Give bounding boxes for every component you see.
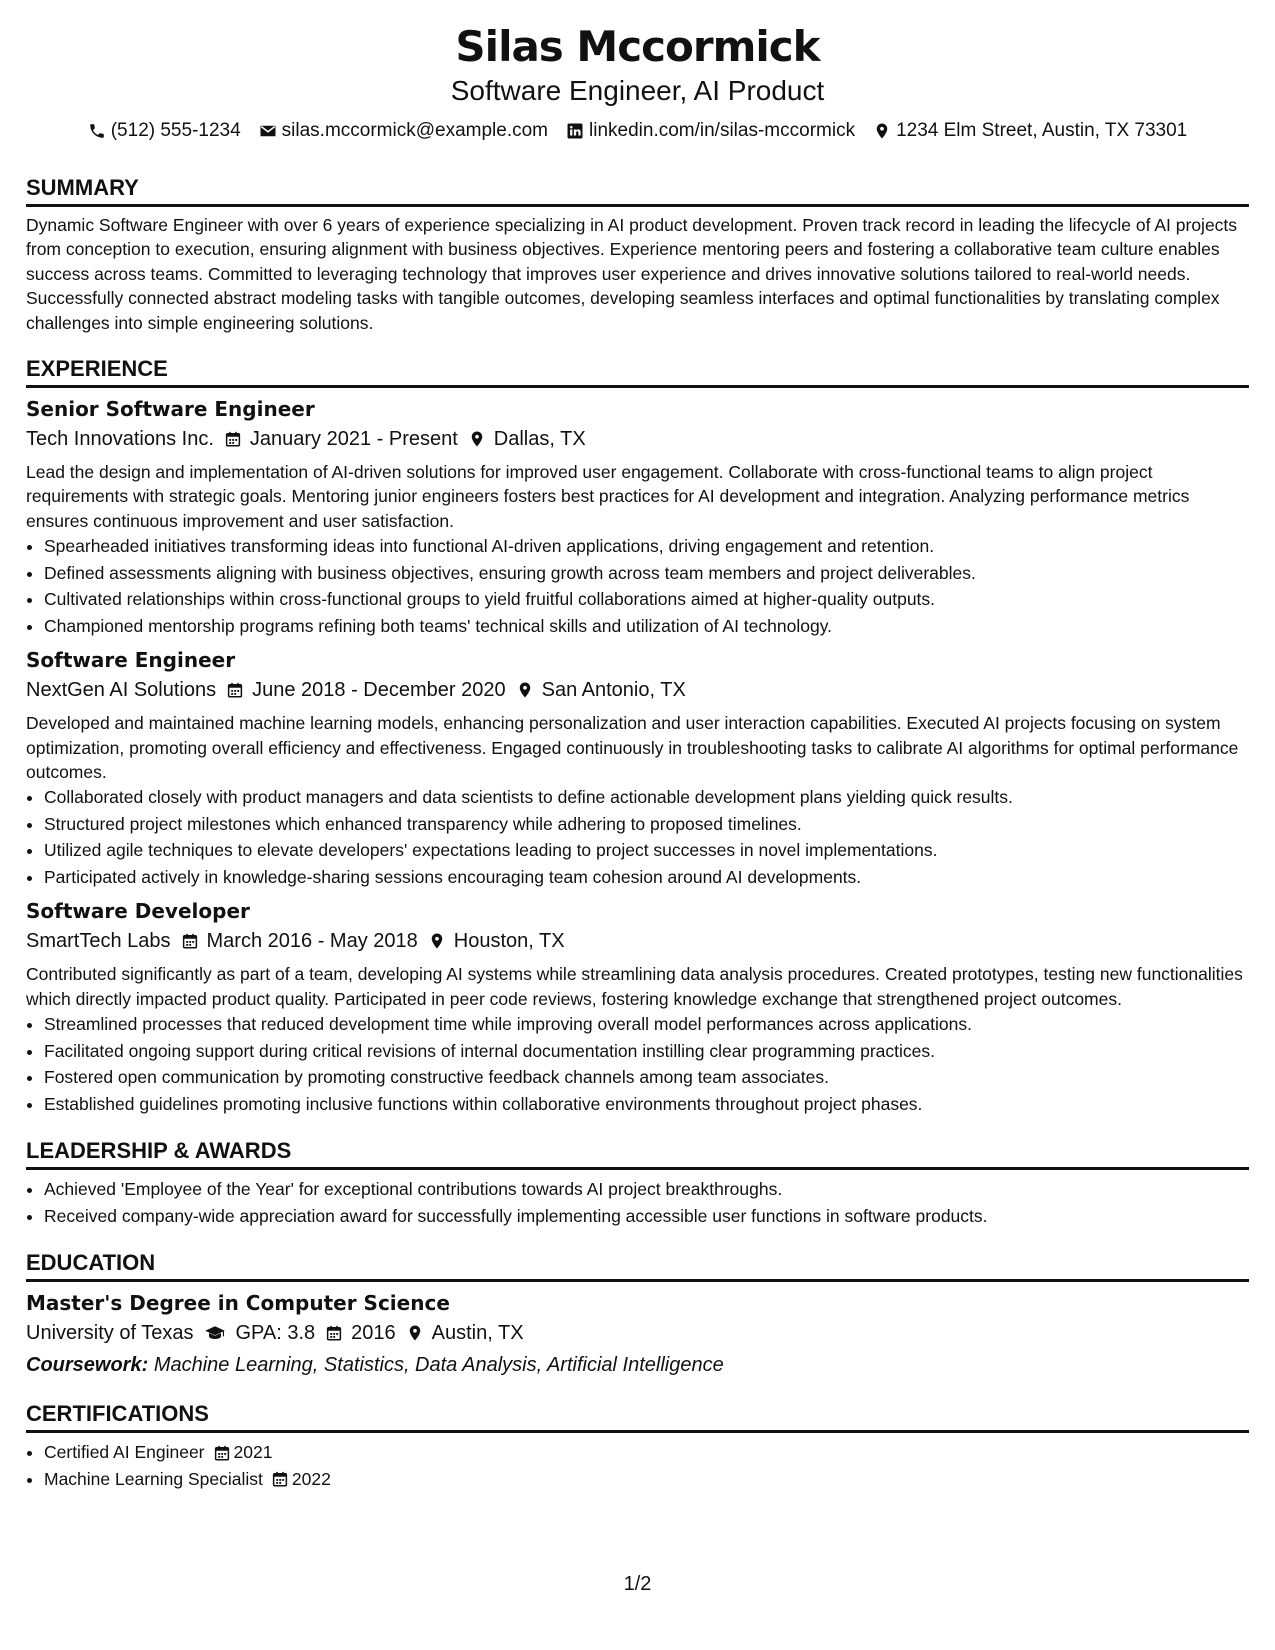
contact-address — [873, 120, 1187, 142]
job-dates-text: January 2021 - Present — [249, 428, 458, 451]
job-location-text: Dallas, TX — [493, 428, 586, 451]
job-location — [428, 926, 565, 956]
job-entry — [26, 647, 1249, 890]
coursework-text: Machine Learning, Statistics, Data Analysis, Artificial Intelligence — [153, 1354, 724, 1377]
job-bullets — [26, 533, 1249, 639]
list-item: • Streamlined processes that reduced development time while improving overall model performances across applications. — [44, 1011, 1249, 1038]
map-pin-icon — [406, 1324, 424, 1342]
coursework-label: Coursework: — [26, 1354, 149, 1377]
coursework — [26, 1350, 1249, 1380]
job-location — [516, 675, 686, 705]
linkedin-text[interactable]: linkedin.com/in/silas-mccormick — [589, 120, 856, 141]
job-dates-text: March 2016 - May 2018 — [206, 930, 418, 953]
job-location-text: Houston, TX — [453, 930, 565, 953]
linkedin-icon — [566, 122, 584, 140]
job-company: SmartTech Labs — [26, 930, 171, 953]
education-section — [26, 1249, 1249, 1380]
map-pin-icon — [428, 932, 446, 950]
list-item: • Championed mentorship programs refining both teams' technical skills and utilization of AI technology. — [44, 613, 1249, 640]
job-dates — [181, 926, 418, 956]
job-dates — [224, 424, 458, 454]
calendar-icon — [325, 1324, 343, 1342]
leadership-heading: LEADERSHIP & AWARDS — [26, 1137, 1249, 1170]
job-bullets — [26, 784, 1249, 890]
job-description: Developed and maintained machine learning models, enhancing personalization and user interaction capabilities. Executed AI projects focusing on system optimization, promoting overall efficiency and effectiveness. Engaged continuously in troubleshooting tasks to calibrate AI algorithms for optimal performance outcomes. — [26, 713, 1239, 783]
job-company: Tech Innovations Inc. — [26, 428, 214, 451]
job-entry — [26, 898, 1249, 1117]
list-item: • Established guidelines promoting inclusive functions within collaborative environments throughout project phases. — [44, 1091, 1249, 1118]
degree-title: Master's Degree in Computer Science — [26, 1291, 450, 1316]
job-meta — [26, 424, 1249, 454]
list-item: • Achieved 'Employee of the Year' for exceptional contributions towards AI project breakthroughs. — [44, 1176, 1249, 1203]
envelope-icon — [259, 122, 277, 140]
job-dates-text: June 2018 - December 2020 — [252, 679, 506, 702]
contact-linkedin[interactable] — [566, 120, 855, 142]
summary-section — [26, 174, 1249, 335]
cert-name: • Machine Learning Specialist — [44, 1468, 263, 1489]
education-location-text: Austin, TX — [431, 1322, 524, 1345]
certifications-list — [26, 1439, 1249, 1492]
education-year — [325, 1318, 396, 1348]
job-company: NextGen AI Solutions — [26, 679, 217, 702]
summary-text: Dynamic Software Engineer with over 6 years of experience specializing in AI product development. Proven track record in leading the lifecycle of AI projects from conception to execution, ensuring alignment with business objectives. Experience mentoring peers and fostering a collaborative team culture enables success across teams. Committed to leveraging technology that improves user experience and drives innovative solutions tailored to real-world needs. Successfully connected abstract modeling tasks with tangible outcomes, developing seamless interfaces and optimal functionalities by translating complex challenges into simple engineering solutions. — [26, 215, 1238, 333]
cert-date — [213, 1439, 273, 1466]
education-location — [406, 1318, 524, 1348]
cert-name: • Certified AI Engineer — [44, 1442, 205, 1463]
cert-year: 2022 — [291, 1468, 331, 1489]
experience-section — [26, 355, 1249, 1117]
job-bullets — [26, 1011, 1249, 1117]
list-item: • Defined assessments aligning with business objectives, ensuring growth across team members and project deliverables. — [44, 560, 1249, 587]
contact-bar — [26, 118, 1249, 144]
calendar-icon — [213, 1444, 231, 1462]
job-title: Senior Software Engineer — [26, 397, 315, 422]
job-description: Lead the design and implementation of AI-driven solutions for improved user engagement. Collaborate with cross-functional teams to align project requirements with strategic goals. Mentoring junior engineers fosters best practices for AI development and integration. Analyzing performance metrics ensures continuous improvement and user satisfaction. — [26, 462, 1190, 531]
graduation-cap-icon — [203, 1324, 227, 1342]
job-meta — [26, 675, 1249, 705]
list-item — [44, 1439, 1249, 1466]
list-item: • Participated actively in knowledge-sharing sessions encouraging team cohesion around AI developments. — [44, 864, 1249, 891]
candidate-name: Silas Mccormick — [455, 22, 820, 71]
experience-heading: EXPERIENCE — [26, 355, 1249, 388]
list-item: • Facilitated ongoing support during critical revisions of internal documentation instilling clear programming practices. — [44, 1038, 1249, 1065]
list-item: • Received company-wide appreciation award for successfully implementing accessible user functions in software products. — [44, 1203, 1249, 1230]
job-title: Software Developer — [26, 899, 250, 924]
list-item: • Utilized agile techniques to elevate developers' expectations leading to project successes in novel implementations. — [44, 837, 1249, 864]
phone-text: (512) 555-1234 — [110, 120, 241, 141]
gpa-text: GPA: 3.8 — [235, 1322, 316, 1345]
list-item: • Cultivated relationships within cross-functional groups to yield fruitful collaborations aimed at higher-quality outputs. — [44, 586, 1249, 613]
school-name: University of Texas — [26, 1322, 194, 1345]
job-title: Software Engineer — [26, 648, 236, 673]
cert-year: 2021 — [233, 1442, 273, 1463]
list-item: • Structured project milestones which enhanced transparency while adhering to proposed timelines. — [44, 811, 1249, 838]
contact-email[interactable] — [259, 120, 548, 142]
education-gpa — [203, 1318, 315, 1348]
page-number: 1/2 — [623, 1573, 652, 1595]
email-text[interactable]: silas.mccormick@example.com — [281, 120, 549, 141]
leadership-section — [26, 1137, 1249, 1229]
calendar-icon — [271, 1470, 289, 1488]
job-entry — [26, 396, 1249, 639]
education-meta — [26, 1318, 1249, 1348]
calendar-icon — [224, 430, 242, 448]
calendar-icon — [226, 681, 244, 699]
list-item: • Collaborated closely with product managers and data scientists to define actionable development plans yielding quick results. — [44, 784, 1249, 811]
job-description: Contributed significantly as part of a team, developing AI systems while streamlining data analysis procedures. Created prototypes, testing new functionalities which directly impacted product quality. Participated in peer code reviews, fostering knowledge exchange that strengthened project outcomes. — [26, 964, 1243, 1009]
job-dates — [226, 675, 506, 705]
list-item: • Spearheaded initiatives transforming ideas into functional AI-driven applications, driving engagement and retention. — [44, 533, 1249, 560]
certifications-section — [26, 1400, 1249, 1492]
candidate-title: Software Engineer, AI Product — [450, 75, 825, 106]
summary-heading: SUMMARY — [26, 174, 1249, 207]
list-item: • Fostered open communication by promoting constructive feedback channels among team associates. — [44, 1064, 1249, 1091]
job-location-text: San Antonio, TX — [541, 679, 686, 702]
map-pin-icon — [873, 122, 891, 140]
year-text: 2016 — [351, 1322, 396, 1345]
job-location — [468, 424, 586, 454]
job-meta — [26, 926, 1249, 956]
cert-date — [271, 1466, 331, 1493]
education-heading: EDUCATION — [26, 1249, 1249, 1282]
list-item — [44, 1466, 1249, 1493]
certifications-heading: CERTIFICATIONS — [26, 1400, 1249, 1433]
address-text: 1234 Elm Street, Austin, TX 73301 — [896, 120, 1188, 141]
phone-icon — [88, 122, 106, 140]
leadership-list — [26, 1176, 1249, 1229]
contact-phone — [88, 120, 241, 142]
map-pin-icon — [468, 430, 486, 448]
calendar-icon — [181, 932, 199, 950]
map-pin-icon — [516, 681, 534, 699]
